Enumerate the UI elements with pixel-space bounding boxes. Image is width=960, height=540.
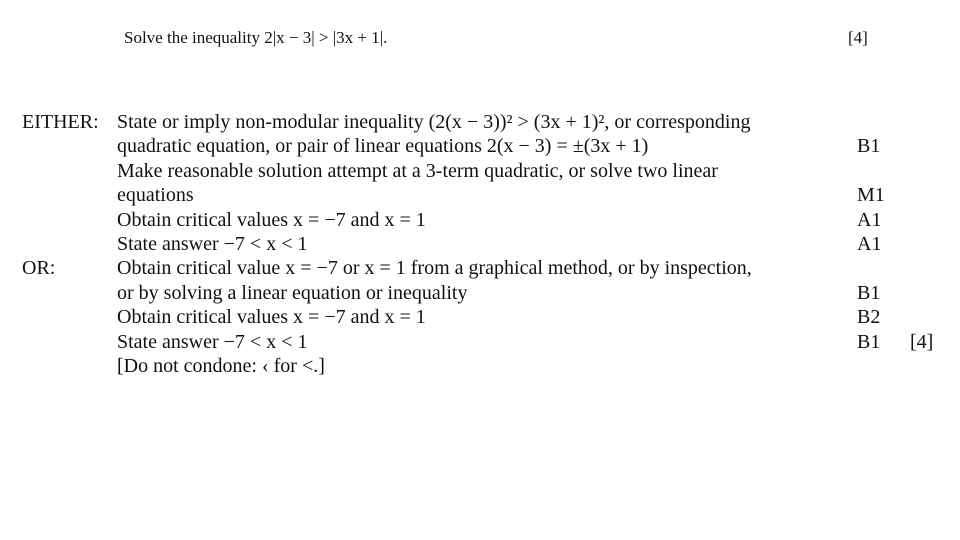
scheme-row xyxy=(0,281,960,305)
mark-scheme xyxy=(0,110,960,378)
scheme-mark: B2 xyxy=(857,306,881,329)
scheme-text: Make reasonable solution attempt at a 3-term quadratic, or solve two linear xyxy=(117,159,718,182)
scheme-text: quadratic equation, or pair of linear equations 2(x − 3) = ±(3x + 1) xyxy=(117,135,649,158)
scheme-text: Obtain critical values x = −7 and x = 1 xyxy=(117,208,426,231)
scheme-text: equations xyxy=(117,184,194,207)
question-marks: [4] xyxy=(848,28,868,47)
question xyxy=(124,28,884,50)
scheme-row xyxy=(0,232,960,256)
scheme-row xyxy=(0,354,960,378)
scheme-mark: A1 xyxy=(857,208,882,231)
scheme-text: State answer −7 < x < 1 xyxy=(117,330,308,353)
scheme-mark: B1 xyxy=(857,281,881,304)
scheme-mark: M1 xyxy=(857,184,885,207)
scheme-note: [Do not condone: ‹ for <.] xyxy=(117,354,325,377)
scheme-mark: A1 xyxy=(857,232,882,255)
scheme-mark: B1 xyxy=(857,135,881,158)
scheme-text: Obtain critical values x = −7 and x = 1 xyxy=(117,306,426,329)
scheme-text: State or imply non-modular inequality (2(x − 3))² > (3x + 1)², or corresponding xyxy=(117,111,751,133)
scheme-row xyxy=(0,110,960,134)
scheme-row xyxy=(0,305,960,329)
scheme-text: State answer −7 < x < 1 xyxy=(117,232,308,255)
scheme-row xyxy=(0,183,960,207)
scheme-total: [4] xyxy=(910,330,934,353)
scheme-mark: B1 xyxy=(857,330,881,353)
method-label-or: OR: xyxy=(22,257,56,280)
scheme-text: Obtain critical value x = −7 or x = 1 from a graphical method, or by inspection, xyxy=(117,257,752,280)
scheme-row xyxy=(0,208,960,232)
scheme-row xyxy=(0,134,960,158)
method-label-either: EITHER: xyxy=(22,111,99,133)
scheme-row xyxy=(0,159,960,183)
question-text: Solve the inequality 2|x − 3| > |3x + 1|. xyxy=(124,28,388,47)
scheme-row xyxy=(0,256,960,280)
scheme-text: or by solving a linear equation or inequality xyxy=(117,281,468,304)
scheme-row xyxy=(0,330,960,354)
